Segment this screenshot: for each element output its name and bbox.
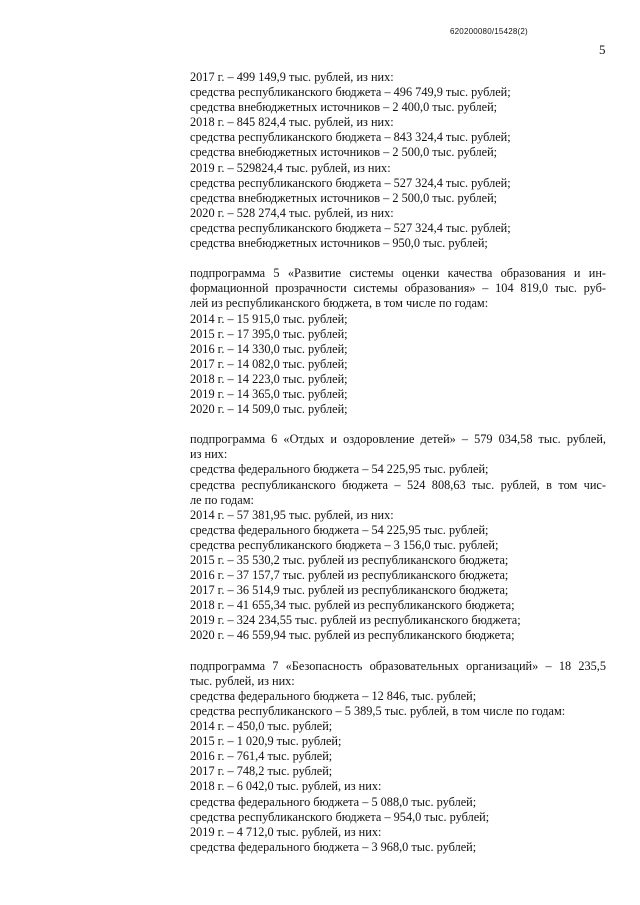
document-code: 620200080/15428(2) xyxy=(450,27,528,36)
text-line: средства федерального бюджета – 12 846, тыс. рублей; xyxy=(190,688,477,703)
text-line: 2017 г. – 14 082,0 тыс. рублей; xyxy=(190,356,348,371)
text-line: средства республиканского – 5 389,5 тыс. рублей, в том числе по годам: xyxy=(190,703,566,718)
text-line: ле по годам: xyxy=(190,492,254,507)
text-line: средства федерального бюджета – 54 225,95 тыс. рублей; xyxy=(190,522,489,537)
text-line: средства федерального бюджета – 3 968,0 тыс. рублей; xyxy=(190,839,477,854)
subprogram-6-block xyxy=(190,432,606,643)
budget-block-years-2017-2020 xyxy=(190,70,606,251)
subprogram-5-block xyxy=(190,266,606,417)
text-line: 2017 г. – 748,2 тыс. рублей; xyxy=(190,764,333,779)
text-line: средства федерального бюджета – 5 088,0 тыс. рублей; xyxy=(190,794,477,809)
text-line: 2014 г. – 450,0 тыс. рублей; xyxy=(190,719,333,734)
paragraph-line: тыс. рублей, из них: xyxy=(190,673,295,688)
text-line: 2014 г. – 15 915,0 тыс. рублей; xyxy=(190,311,348,326)
text-line: средства внебюджетных источников – 2 400,0 тыс. рублей; xyxy=(190,100,498,115)
text-line: средства внебюджетных источников – 950,0 тыс. рублей; xyxy=(190,236,488,251)
text-line: средства республиканского бюджета – 496 749,9 тыс. рублей; xyxy=(190,85,511,100)
text-line: 2019 г. – 529824,4 тыс. рублей, из них: xyxy=(190,160,391,175)
text-line: 2015 г. – 17 395,0 тыс. рублей; xyxy=(190,326,348,341)
subprogram-7-block xyxy=(190,659,606,855)
text-line: средства республиканского бюджета – 527 324,4 тыс. рублей; xyxy=(190,220,511,235)
text-line: 2014 г. – 57 381,95 тыс. рублей, из них: xyxy=(190,507,394,522)
text-line: средства внебюджетных источников – 2 500,0 тыс. рублей; xyxy=(190,190,498,205)
text-line: 2018 г. – 845 824,4 тыс. рублей, из них: xyxy=(190,115,394,130)
text-line: 2016 г. – 761,4 тыс. рублей; xyxy=(190,749,333,764)
text-line: средства республиканского бюджета – 954,0 тыс. рублей; xyxy=(190,809,490,824)
text-line: 2019 г. – 14 365,0 тыс. рублей; xyxy=(190,386,348,401)
text-line: средства внебюджетных источников – 2 500,0 тыс. рублей; xyxy=(190,145,498,160)
text-line: 2018 г. – 14 223,0 тыс. рублей; xyxy=(190,371,348,386)
text-line: 2017 г. – 36 514,9 тыс. рублей из республиканского бюджета; xyxy=(190,583,509,598)
text-line: 2018 г. – 6 042,0 тыс. рублей, из них: xyxy=(190,779,382,794)
text-line: 2020 г. – 528 274,4 тыс. рублей, из них: xyxy=(190,205,394,220)
text-line: 2015 г. – 35 530,2 тыс. рублей из республиканского бюджета; xyxy=(190,553,509,567)
page-number: 5 xyxy=(599,42,606,57)
paragraph-line: подпрограмма 6 «Отдых и оздоровление детей» – 579 034,58 тыс. рублей, xyxy=(190,432,606,447)
text-line: средства республиканского бюджета – 843 324,4 тыс. рублей; xyxy=(190,130,511,145)
paragraph-line: лей из республиканского бюджета, в том числе по годам: xyxy=(190,296,489,311)
text-line: средства федерального бюджета – 54 225,95 тыс. рублей; xyxy=(190,462,489,477)
paragraph-line: подпрограмма 5 «Развитие системы оценки качества образования и ин- xyxy=(190,266,606,281)
paragraph-line: подпрограмма 7 «Безопасность образовательных организаций» – 18 235,5 xyxy=(190,658,606,673)
text-line: 2015 г. – 1 020,9 тыс. рублей; xyxy=(190,734,342,749)
text-line: 2020 г. – 46 559,94 тыс. рублей из республиканского бюджета; xyxy=(190,628,515,643)
text-line: 2016 г. – 37 157,7 тыс. рублей из республиканского бюджета; xyxy=(190,568,509,583)
document-body xyxy=(190,70,606,855)
text-line: 2018 г. – 41 655,34 тыс. рублей из республиканского бюджета; xyxy=(190,598,515,613)
text-line: 2020 г. – 14 509,0 тыс. рублей; xyxy=(190,402,348,417)
text-line: 2019 г. – 4 712,0 тыс. рублей, из них: xyxy=(190,824,382,839)
paragraph-line: из них: xyxy=(190,447,228,462)
text-line: средства республиканского бюджета – 3 156,0 тыс. рублей; xyxy=(190,537,499,552)
text-line: 2017 г. – 499 149,9 тыс. рублей, из них: xyxy=(190,70,394,84)
text-line: средства республиканского бюджета – 527 324,4 тыс. рублей; xyxy=(190,175,511,190)
text-line: 2016 г. – 14 330,0 тыс. рублей; xyxy=(190,341,348,356)
paragraph-line: формационной прозрачности системы образования» – 104 819,0 тыс. руб- xyxy=(190,281,606,296)
text-line: 2019 г. – 324 234,55 тыс. рублей из республиканского бюджета; xyxy=(190,613,521,628)
text-line: средства республиканского бюджета – 524 808,63 тыс. рублей, в том чис- xyxy=(190,477,606,492)
